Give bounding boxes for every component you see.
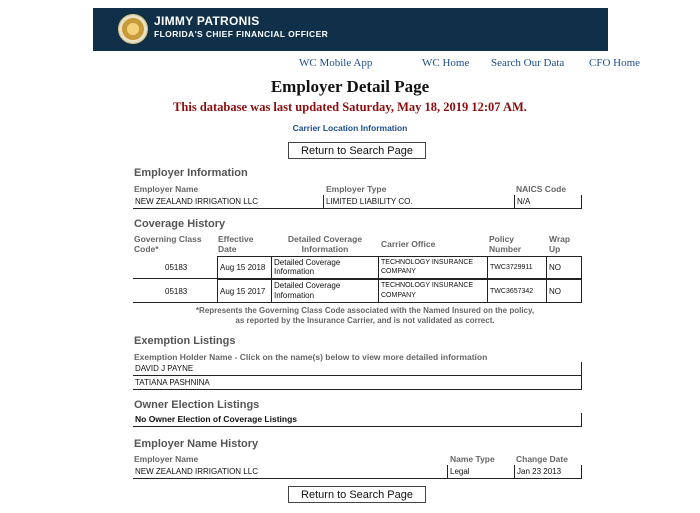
employer-type-label: Employer Type [326,184,387,194]
owner-election-message: No Owner Election of Coverage Listings [135,414,297,424]
col-class-code-1: Governing Class [134,234,202,244]
divider [378,256,379,303]
employer-name-label: Employer Name [134,184,199,194]
row2-detail-link-1[interactable]: Detailed Coverage [274,281,341,290]
row1-detail-link-2[interactable]: Information [274,267,315,276]
divider [323,195,324,208]
last-updated-notice: This database was last updated Saturday, May 18, 2019 12:07 AM. [173,100,527,114]
row2-carrier-1: TECHNOLOGY INSURANCE [381,282,474,289]
carrier-location-link[interactable]: Carrier Location Information [292,123,408,133]
banner-subtitle: FLORIDA'S CHIEF FINANCIAL OFFICER [154,29,329,39]
row1-carrier-2: COMPANY [381,268,416,275]
nav-wc-mobile-app[interactable]: WC Mobile App [299,57,373,69]
col-wrap-2: Up [549,244,561,254]
employer-info-heading: Employer Information [134,167,248,179]
divider [271,256,272,303]
name-history-row [133,465,582,479]
col-detail-1: Detailed Coverage [287,234,363,244]
exemption-holder-link[interactable]: DAVID J PAYNE [135,364,194,373]
col-policy-2: Number [489,244,522,254]
col-effective-1: Effective [218,234,254,244]
banner-title: JIMMY PATRONIS [154,14,260,28]
divider [447,465,448,478]
col-carrier-office: Carrier Office [381,239,436,249]
page-title: Employer Detail Page [270,77,430,96]
history-type-value: Legal [450,467,470,476]
coverage-history-heading: Coverage History [134,218,226,230]
col-detail-2: Information [301,244,349,254]
exemption-instruction: Exemption Holder Name - Click on the name(s) below to view more detailed information [134,352,488,362]
nav-search-our-data[interactable]: Search Our Data [491,57,565,69]
history-name-label: Employer Name [134,454,199,464]
divider [514,465,515,478]
exemption-holder-link[interactable]: TATIANA PASHNINA [135,378,210,387]
divider [133,389,581,390]
owner-election-heading: Owner Election Listings [134,399,260,411]
col-wrap-1: Wrap [549,234,571,244]
exemption-list [133,362,582,390]
divider [487,256,488,303]
row1-wrap: NO [549,263,561,272]
naics-code-label: NAICS Code [516,184,567,194]
divider [546,256,547,303]
nav-wc-home[interactable]: WC Home [422,57,470,69]
history-name-value: NEW ZEALAND IRRIGATION LLC [135,467,258,476]
history-type-label: Name Type [450,454,495,464]
return-to-search-button-top[interactable]: Return to Search Page [288,142,426,159]
employer-type-value: LIMITED LIABILITY CO. [326,197,413,206]
row2-carrier-2: COMPANY [381,292,416,299]
divider [514,195,515,208]
return-to-search-button-bottom[interactable]: Return to Search Page [288,486,426,503]
row1-policy: TWC3729911 [490,264,533,271]
employer-info-row [133,195,582,209]
naics-code-value: N/A [517,197,531,206]
history-date-label: Change Date [516,454,568,464]
coverage-table [133,256,582,303]
row2-detail-link-2[interactable]: Information [274,291,315,300]
col-effective-2: Date [218,244,237,254]
employer-name-value: NEW ZEALAND IRRIGATION LLC [135,197,258,206]
row2-policy: TWC3657342 [490,288,534,295]
row1-class-code: 05183 [165,263,188,272]
row1-detail-link-1[interactable]: Detailed Coverage [274,258,341,267]
coverage-note-1: *Represents the Governing Class Code associated with the Named Insured on the policy, [195,306,535,315]
col-class-code-2: Code* [134,244,159,254]
florida-seal-logo [118,14,148,44]
row1-carrier-1: TECHNOLOGY INSURANCE [381,259,474,266]
owner-election-row [133,413,582,427]
row2-effective-date: Aug 15 2017 [220,287,266,296]
divider [217,256,218,303]
divider [133,375,581,376]
row2-wrap: NO [549,287,561,296]
row1-effective-date: Aug 15 2018 [220,263,266,272]
history-date-value: Jan 23 2013 [517,467,562,476]
name-history-heading: Employer Name History [134,438,259,450]
coverage-note-2: as reported by the Insurance Carrier, and is not validated as correct. [235,316,495,325]
exemption-heading: Exemption Listings [134,335,236,347]
col-policy-1: Policy [489,234,515,244]
row2-class-code: 05183 [165,287,188,296]
divider [133,302,582,303]
nav-cfo-home[interactable]: CFO Home [589,57,641,69]
divider [581,256,582,303]
